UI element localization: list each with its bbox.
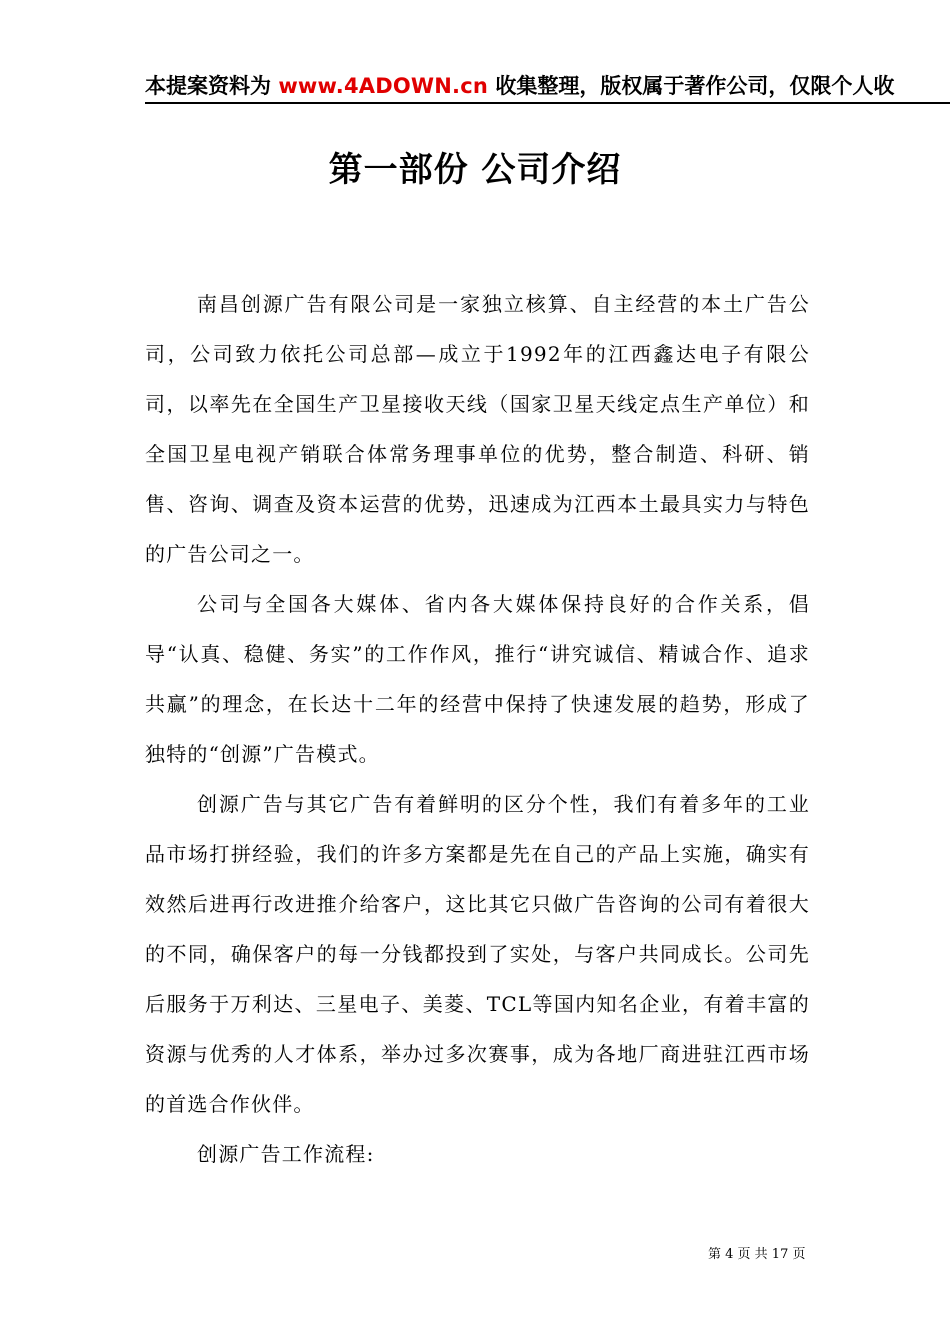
page-title: 第一部份 公司介绍	[328, 150, 622, 190]
paragraph-workflow-heading: 创源广告工作流程:	[197, 1142, 375, 1166]
header-banner	[145, 70, 950, 102]
header-suffix: 收集整理，版权属于著作公司，仅限个人收	[488, 74, 895, 98]
page-footer: 第 4 页 共 17 页	[708, 1247, 806, 1262]
document-body	[145, 279, 810, 1179]
paragraph-media-relations: 公司与全国各大媒体、省内各大媒体保持良好的合作关系，倡导“认真、稳健、务实”的工作作风，推行“讲究诚信、精诚合作、追求共赢”的理念，在长达十二年的经营中保持了快速发展的趋势，形成了独特的“创源”广告模式。	[145, 592, 810, 766]
header-prefix: 本提案资料为	[145, 74, 279, 98]
paragraph-differentiation: 创源广告与其它广告有着鲜明的区分个性，我们有着多年的工业品市场打拼经验，我们的许多方案都是先在自己的产品上实施，确实有效然后进再行改进推介给客户，这比其它只做广告咨询的公司有着很大的不同，确保客户的每一分钱都投到了实处，与客户共同成长。公司先后服务于万利达、三星电子、美菱、TCL等国内知名企业，有着丰富的资源与优秀的人才体系，举办过多次赛事，成为各地厂商进驻江西市场的首选合作伙伴。	[145, 792, 810, 1116]
header-divider	[145, 102, 950, 104]
header-url: www.4ADOWN.cn	[278, 74, 489, 98]
paragraph-company-intro: 南昌创源广告有限公司是一家独立核算、自主经营的本土广告公司，公司致力依托公司总部—成立于1992年的江西鑫达电子有限公司，以率先在全国生产卫星接收天线（国家卫星天线定点生产单位）和全国卫星电视产销联合体常务理事单位的优势，整合制造、科研、销售、咨询、调查及资本运营的优势，迅速成为江西本土最具实力与特色的广告公司之一。	[145, 292, 810, 566]
